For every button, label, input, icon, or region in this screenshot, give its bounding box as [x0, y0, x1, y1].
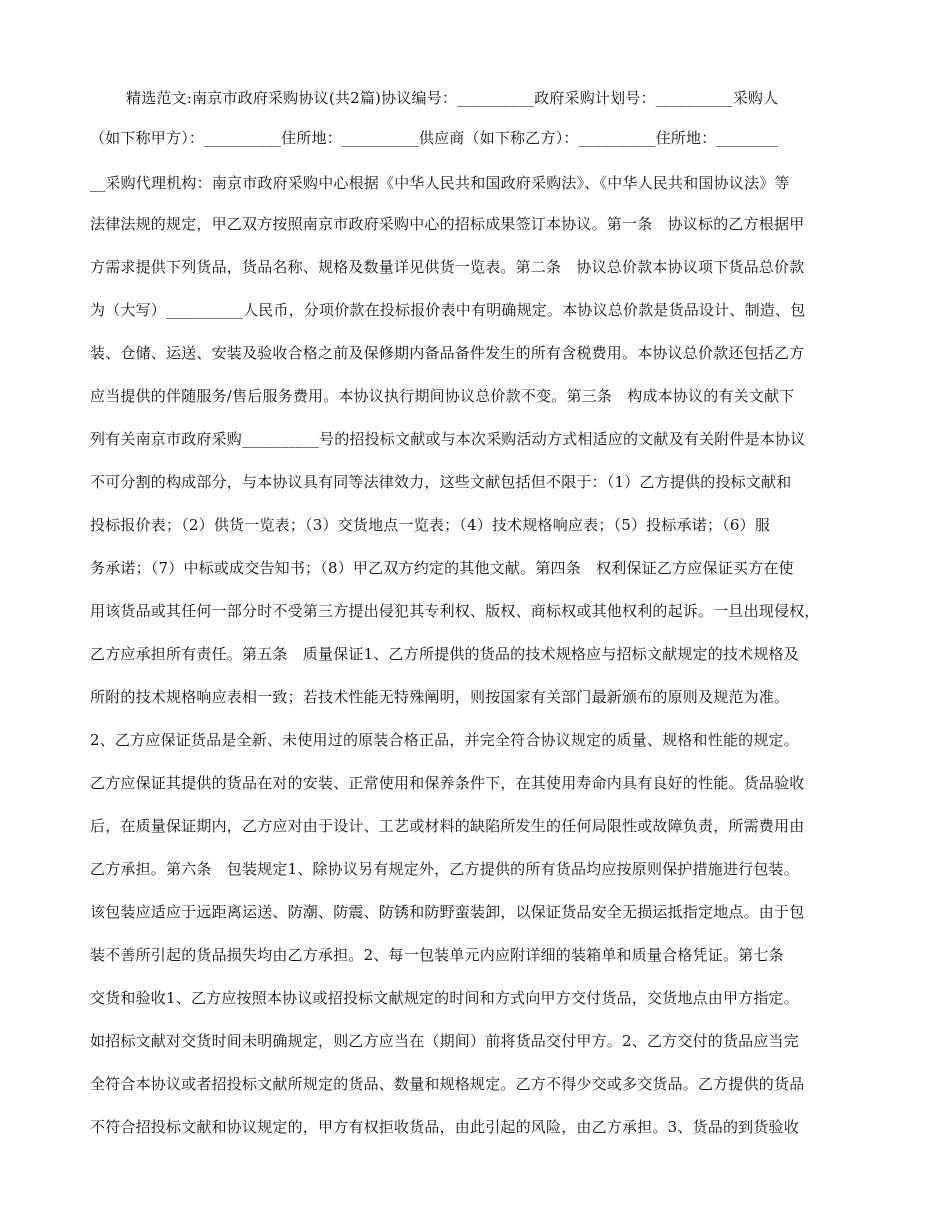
text-line: 装、仓储、运送、安装及验收合格之前及保修期内备品备件发生的所有含税费用。本协议总价款还包括乙方 [90, 344, 805, 362]
text-line: 不可分割的构成部分，与本协议具有同等法律效力，这些文献包括但不限于：（1）乙方提供的投标文献和 [90, 473, 792, 491]
text-line: 列有关南京市政府采购__________号的招投标文献或与本次采购活动方式相适应的文献及有关附件是本协议 [90, 430, 806, 448]
text-line: （如下称甲方）：__________住所地：__________供应商（如下称乙方）：__________住所地：________ [90, 129, 779, 147]
text-line: 用该货品或其任何一部分时不受第三方提出侵犯其专利权、版权、商标权或其他权利的起诉。一旦出现侵权， [90, 602, 820, 620]
text-line: __采购代理机构：南京市政府采购中心根据《中华人民共和国政府采购法》、《中华人民共和国协议法》等 [90, 174, 790, 192]
text-line: 务承诺；（7）中标或成交告知书；（8）甲乙双方约定的其他文献。第四条 权利保证乙方应保证买方在使 [90, 559, 794, 577]
text-line: 交货和验收1、乙方应按照本协议或招投标文献规定的时间和方式向甲方交付货品，交货地点由甲方指定。 [90, 989, 799, 1007]
text-line: 乙方应承担所有责任。第五条 质量保证1、乙方所提供的货品的技术规格应与招标文献规定的技术规格及 [90, 645, 799, 663]
text-line: 精选范文:南京市政府采购协议(共2篇)协议编号：__________政府采购计划号：__________采购人 [126, 89, 779, 107]
text-line: 乙方承担。第六条 包装规定1、除协议另有规定外，乙方提供的所有货品均应按原则保护措施进行包装。 [90, 860, 799, 878]
text-line: 全符合本协议或者招投标文献所规定的货品、数量和规格规定。乙方不得少交或多交货品。乙方提供的货品 [90, 1075, 805, 1093]
text-line: 装不善所引起的货品损失均由乙方承担。2、每一包装单元内应附详细的装箱单和质量合格凭证。第七条 [90, 946, 784, 964]
text-line: 乙方应保证其提供的货品在对的安装、正常使用和保养条件下，在其使用寿命内具有良好的性能。货品验收 [90, 774, 805, 792]
text-line: 为（大写）__________人民币，分项价款在投标报价表中有明确规定。本协议总价款是货品设计、制造、包 [90, 301, 806, 319]
text-line: 后，在质量保证期内，乙方应对由于设计、工艺或材料的缺陷所发生的任何局限性或故障负责，所需费用由 [90, 817, 805, 835]
text-line: 方需求提供下列货品，货品名称、规格及数量详见供货一览表。第二条 协议总价款本协议项下货品总价款 [90, 258, 805, 276]
text-line: 该包装应适应于远距离运送、防潮、防震、防锈和防野蛮装卸，以保证货品安全无损运抵指定地点。由于包 [90, 903, 805, 921]
text-line: 投标报价表；（2）供货一览表；（3）交货地点一览表；（4）技术规格响应表；（5）投标承诺；（6）服 [90, 516, 771, 534]
text-line: 所附的技术规格响应表相一致；若技术性能无特殊阐明，则按国家有关部门最新颁布的原则及规范为准。 [90, 688, 790, 706]
text-line: 法律法规的规定，甲乙双方按照南京市政府采购中心的招标成果签订本协议。第一条 协议标的乙方根据甲 [90, 215, 805, 233]
text-line: 2、乙方应保证货品是全新、未使用过的原装合格正品，并完全符合协议规定的质量、规格和性能的规定。 [90, 731, 799, 749]
text-line: 如招标文献对交货时间未明确规定，则乙方应当在（期间）前将货品交付甲方。2、乙方交付的货品应当完 [90, 1032, 799, 1050]
text-line: 应当提供的伴随服务/售后服务费用。本协议执行期间协议总价款不变。第三条 构成本协议的有关文献下 [90, 387, 795, 405]
text-line: 不符合招投标文献和协议规定的，甲方有权拒收货品，由此引起的风险，由乙方承担。3、货品的到货验收 [90, 1118, 799, 1136]
